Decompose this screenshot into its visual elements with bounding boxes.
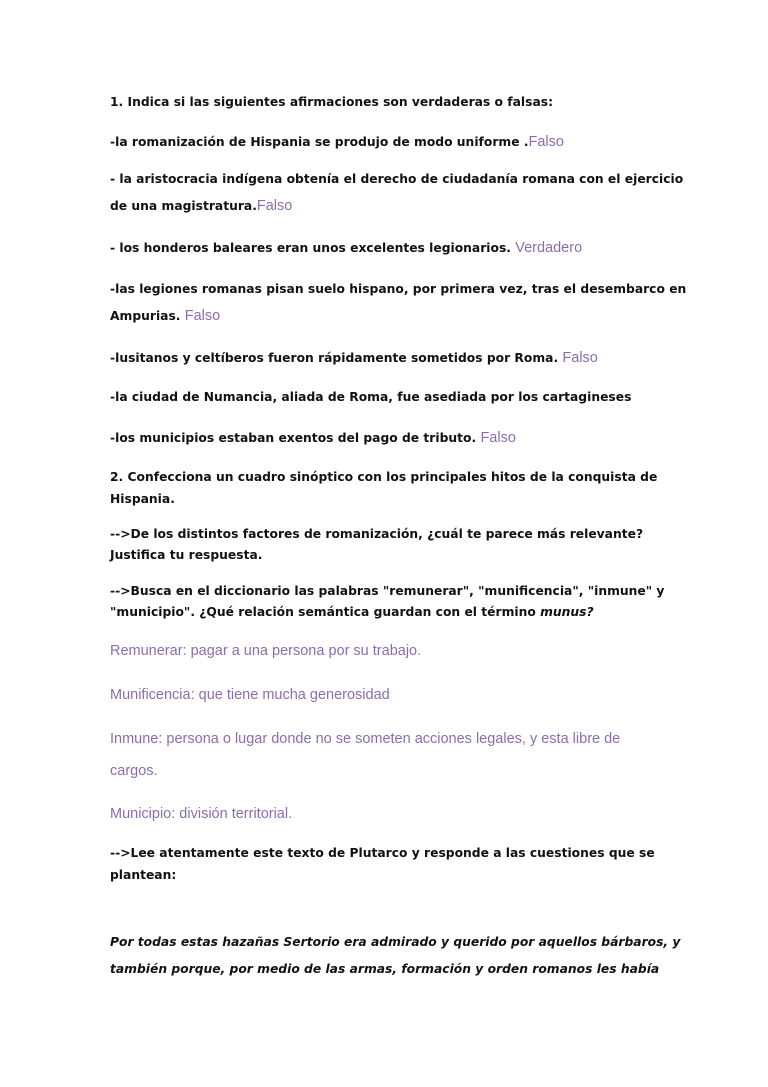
statement-2-line-2 [110, 198, 292, 214]
statement-1 [110, 134, 564, 150]
answer-text: Falso [480, 430, 516, 446]
quote-line-2: también porque, por medio de las armas, formación y orden romanos les había [110, 962, 660, 976]
statement-6: -la ciudad de Numancia, aliada de Roma, fue asediada por los cartagineses [110, 390, 632, 404]
statement-text: de una magistratura. [110, 199, 257, 213]
definition-remunerar: Remunerar: pagar a una persona por su trabajo. [110, 643, 422, 659]
question-3-line-2: Justifica tu respuesta. [110, 548, 263, 562]
answer-text: Falso [562, 350, 598, 366]
question-2-line-2: Hispania. [110, 492, 175, 506]
question-3-line-1: -->De los distintos factores de romanización, ¿cuál te parece más relevante? [110, 527, 644, 541]
quote-line-1: Por todas estas hazañas Sertorio era admirado y querido por aquellos bárbaros, y [110, 935, 681, 949]
question-5-line-1: -->Lee atentamente este texto de Plutarco y responde a las cuestiones que se [110, 846, 655, 860]
statement-text: - los honderos baleares eran unos excelentes legionarios. [110, 241, 516, 255]
statement-3 [110, 240, 582, 256]
statement-5 [110, 350, 598, 366]
question-5-line-2: plantean: [110, 868, 177, 882]
definition-inmune-line-2: cargos. [110, 763, 158, 779]
statement-4-line-1: -las legiones romanas pisan suelo hispano, por primera vez, tras el desembarco en [110, 282, 687, 296]
statement-text: -la romanización de Hispania se produjo de modo uniforme . [110, 135, 529, 149]
answer-text: Verdadero [515, 240, 583, 256]
statement-7 [110, 430, 516, 446]
question-4-line-2 [110, 605, 594, 619]
question-1-title: 1. Indica si las siguientes afirmaciones son verdaderas o falsas: [110, 95, 553, 109]
question-4-text: "municipio". ¿Qué relación semántica guardan con el término [110, 605, 541, 619]
answer-text: Falso [184, 308, 221, 324]
statement-4-line-2 [110, 308, 220, 324]
statement-text: -los municipios estaban exentos del pago de tributo. [110, 431, 481, 445]
definition-munificencia: Munificencia: que tiene mucha generosidad [110, 687, 390, 703]
question-2-line-1: 2. Confecciona un cuadro sinóptico con los principales hitos de la conquista de [110, 470, 658, 484]
definition-inmune-line-1: Inmune: persona o lugar donde no se someten acciones legales, y esta libre de [110, 731, 621, 747]
answer-text: Falso [528, 134, 564, 150]
answer-text: Falso [256, 198, 293, 214]
munus-term: munus? [540, 605, 594, 619]
definition-municipio: Municipio: división territorial. [110, 806, 293, 822]
statement-2-line-1: - la aristocracia indígena obtenía el derecho de ciudadanía romana con el ejercicio [110, 172, 684, 186]
statement-text: -lusitanos y celtíberos fueron rápidamente sometidos por Roma. [110, 351, 563, 365]
statement-text: Ampurias. [110, 309, 185, 323]
question-4-line-1: -->Busca en el diccionario las palabras "remunerar", "munificencia", "inmune" y [110, 584, 665, 598]
